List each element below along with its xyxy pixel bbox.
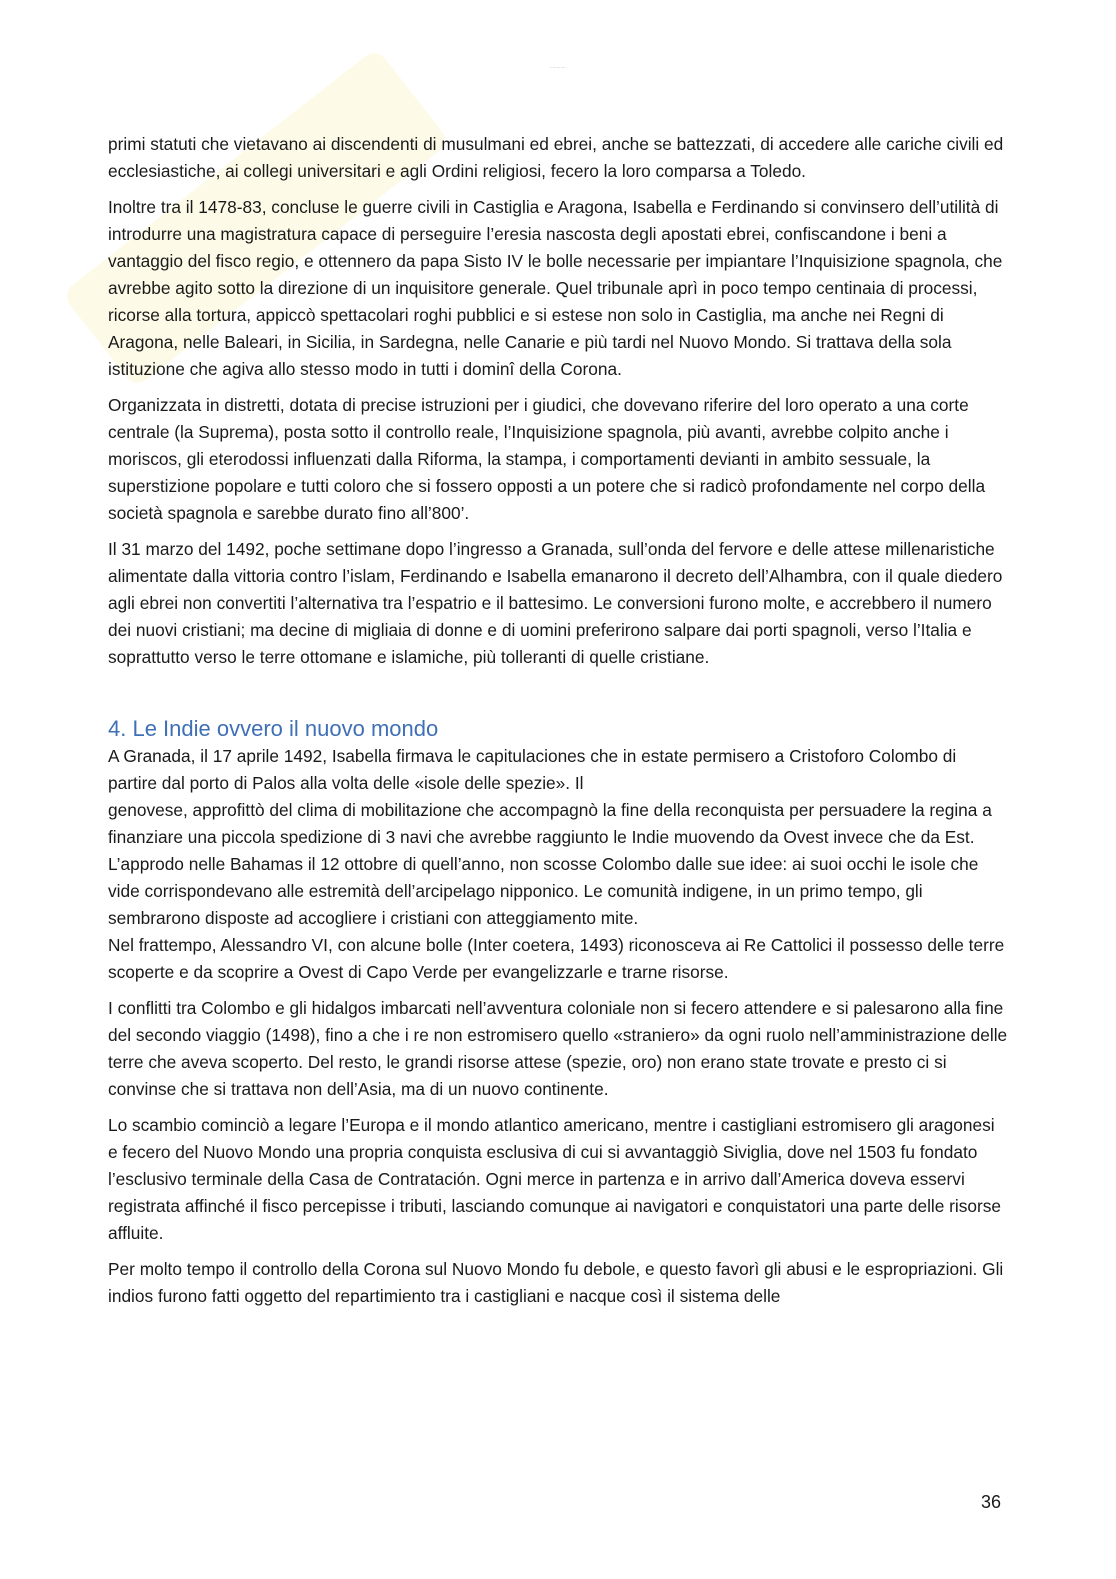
page-number: 36 [980,1492,1001,1512]
paragraph: Lo scambio cominciò a legare l’Europa e il mondo atlantico americano, mentre i castigliani estromisero gli aragonesi e fecero del Nuovo Mondo una propria conquista esclusiva di cui si avvantaggiò Siviglia, dove nel 1503 fu fondato l’esclusivo terminale della Casa de Contratación. Ogni merce in partenza e in arrivo dall’America doveva esservi registrata affinché il fisco percepisse i tributi, lasciando comunque ai navigatori e conquistatori una parte delle risorse affluite. [108,1115,1002,1243]
document-body [108,131,1008,1319]
paragraph: A Granada, il 17 aprile 1492, Isabella firmava le capitulaciones che in estate permisero a Cristoforo Colombo di partire dal porto di Palos alla volta delle «isole delle spezie». Il [108,746,957,793]
paragraph: Il 31 marzo del 1492, poche settimane dopo l’ingresso a Granada, sull’onda del fervore e delle attese millenaristiche alimentate dalla vittoria contro l’islam, Ferdinando e Isabella emanarono il decreto dell’Alhambra, con il quale diedero agli ebrei non convertiti l’alternativa tra l’espatrio e il battesimo. Le conversioni furono molte, e accrebbero il numero dei nuovi cristiani; ma decine di migliaia di donne e di uomini preferirono salpare dai porti spagnoli, verso l’Italia e soprattutto verso le terre ottomane e islamiche, più tolleranti di quelle cristiane. [108,539,1003,667]
paragraph: genovese, approfittò del clima di mobilitazione che accompagnò la fine della reconquista per persuadere la regina a finanziare una piccola spedizione di 3 navi che avrebbe raggiunto le Indie muovendo da Ovest invece che da Est. [108,800,992,847]
section-heading: 4. Le Indie ovvero il nuovo mondo [108,716,439,741]
paragraph: Per molto tempo il controllo della Corona sul Nuovo Mondo fu debole, e questo favorì gli abusi e le espropriazioni. Gli indios furono fatti oggetto del repartimiento tra i castigliani e nacque così il sistema delle [108,1259,1004,1306]
paragraph: Nel frattempo, Alessandro VI, con alcune bolle (Inter coetera, 1493) riconosceva ai Re Cattolici il possesso delle terre scoperte e da scoprire a Ovest di Capo Verde per evangelizzarle e trarne risorse. [108,935,1005,982]
paragraph: primi statuti che vietavano ai discendenti di musulmani ed ebrei, anche se battezzati, di accedere alle cariche civili ed ecclesiastiche, ai collegi universitari e agli Ordini religiosi, fecero la loro comparsa a Toledo. [108,134,1004,181]
page-header: ............ [550,64,566,69]
paragraph: Inoltre tra il 1478-83, concluse le guerre civili in Castiglia e Aragona, Isabella e Ferdinando si convinsero dell’utilità di introdurre una magistratura capace di perseguire l’eresia nascosta degli apostati ebrei, confiscandone i beni a vantaggio del fisco regio, e ottennero da papa Sisto IV le bolle necessarie per impiantare l’Inquisizione spagnola, che avrebbe agito sotto la direzione di un inquisitore generale. Quel tribunale aprì in poco tempo centinaia di processi, ricorse alla tortura, appiccò spettacolari roghi pubblici e si estese non solo in Castiglia, ma anche nei Regni di Aragona, nelle Baleari, in Sicilia, in Sardegna, nelle Canarie e più tardi nel Nuovo Mondo. Si trattava della sola istituzione che agiva allo stesso modo in tutti i dominî della Corona. [108,197,1003,379]
paragraph: L’approdo nelle Bahamas il 12 ottobre di quell’anno, non scosse Colombo dalle sue idee: ai suoi occhi le isole che vide corrispondevano alle estremità dell’arcipelago nipponico. Le comunità indigene, in un primo tempo, gli sembrarono disposte ad accogliere i cristiani con atteggiamento mite. [108,854,979,928]
paragraph: I conflitti tra Colombo e gli hidalgos imbarcati nell’avventura coloniale non si fecero attendere e si palesarono alla fine del secondo viaggio (1498), fino a che i re non estromisero quello «straniero» da ogni ruolo nell’amministrazione delle terre che aveva scoperto. Del resto, le grandi risorse attese (spezie, oro) non erano state trovate e presto ci si convinse che si trattava non dell’Asia, ma di un nuovo continente. [108,998,1008,1099]
paragraph: Organizzata in distretti, dotata di precise istruzioni per i giudici, che dovevano riferire del loro operato a una corte centrale (la Suprema), posta sotto il controllo reale, l’Inquisizione spagnola, più avanti, avrebbe colpito anche i moriscos, gli eterodossi influenzati dalla Riforma, la stampa, i comportamenti devianti in ambito sessuale, la superstizione popolare e tutti coloro che si fossero opposti a un potere che si radicò profondamente nel corpo della società spagnola e sarebbe durato fino all’800’. [108,395,986,523]
